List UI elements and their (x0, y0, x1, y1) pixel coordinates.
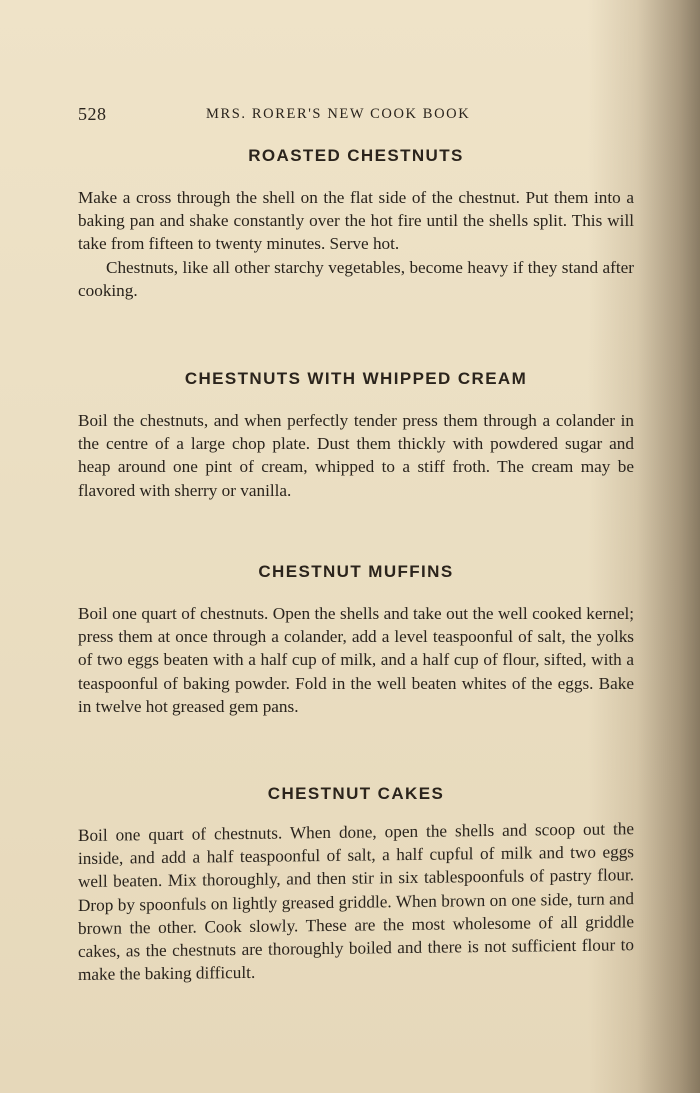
recipe-paragraph: Boil one quart of chestnuts. When done, open the shells and scoop out the inside, and add a half teaspoonful of salt, a half cupful of milk and two eggs well beaten. Mix thoroughly, and then stir in six tablespoonfuls of pastry flour. Drop by spoonfuls on lightly greased griddle. When brown on one side, turn and brown the other. Cook slowly. These are the most wholesome of all griddle cakes, as the chestnuts are thoroughly boiled and there is not sufficient flour to make the baking difficult. (78, 819, 634, 985)
recipe-title: ROASTED CHESTNUTS (248, 146, 464, 165)
page-number: 528 (78, 104, 107, 124)
recipe-chestnut-cakes (78, 784, 634, 986)
recipe-roasted-chestnuts (78, 146, 634, 302)
recipe-paragraph: Chestnuts, like all other starchy vegetables, become heavy if they stand after cooking. (78, 257, 634, 300)
recipe-paragraph: Make a cross through the shell on the flat side of the chestnut. Put them into a baking pan and shake constantly over the hot fire until the shells split. This will take from fifteen to twenty minutes. Serve hot. (78, 188, 634, 254)
recipe-chestnuts-whipped-cream (78, 369, 634, 502)
book-title: MRS. RORER'S NEW COOK BOOK (206, 106, 471, 122)
recipe-paragraph: Boil one quart of chestnuts. Open the shells and take out the well cooked kernel; press them at once through a colander, add a level teaspoonful of salt, the yolks of two eggs beaten with a half cup of milk, and a half cup of flour, sifted, with a teaspoonful of baking powder. Fold in the well beaten whites of the eggs. Bake in twelve hot greased gem pans. (78, 604, 634, 716)
recipe-chestnut-muffins (78, 562, 634, 718)
recipe-title: CHESTNUTS WITH WHIPPED CREAM (184, 369, 528, 388)
running-head (78, 104, 638, 128)
recipe-title: CHESTNUT MUFFINS (258, 562, 454, 581)
recipe-title: CHESTNUT CAKES (267, 784, 445, 803)
recipe-paragraph: Boil the chestnuts, and when perfectly tender press them through a colander in the centre of a large chop plate. Dust them thickly with powdered sugar and heap around one pint of cream, whipped to a stiff froth. The cream may be flavored with sherry or vanilla. (78, 411, 634, 500)
